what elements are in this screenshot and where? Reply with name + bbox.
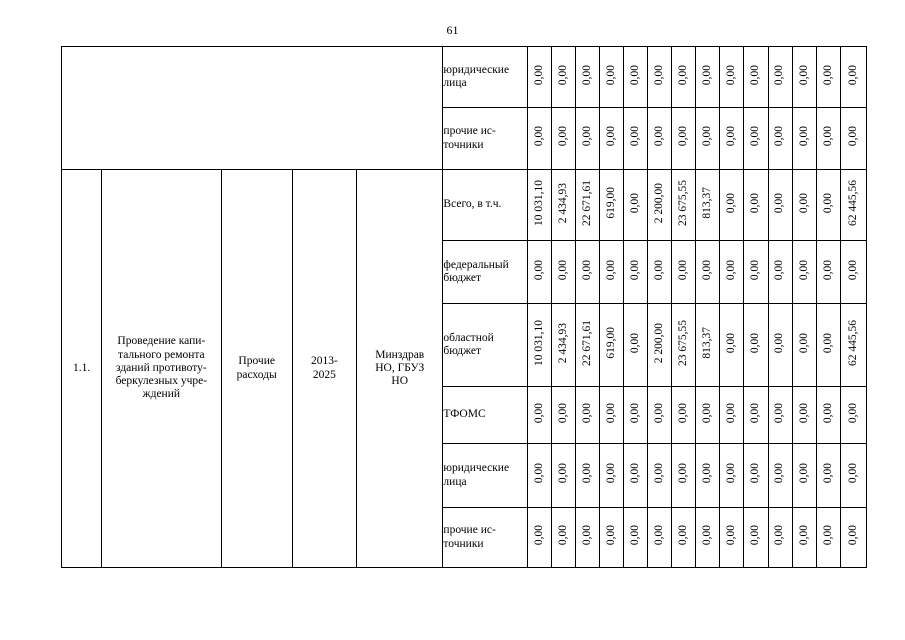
value-text: 0,00 [628,126,641,147]
executor [357,170,443,568]
value-cell [696,508,720,568]
value-cell [840,304,866,387]
funding-source-line: Всего, в т.ч. [443,198,502,211]
value-text: 0,00 [532,64,545,85]
value-text: 0,00 [725,259,738,280]
value-cell [551,47,575,108]
value-cell [648,508,672,568]
value-text: 0,00 [749,259,762,280]
value-text: 0,00 [846,64,859,85]
value-cell [599,47,623,108]
value-text: 0,00 [797,126,810,147]
value-cell [816,241,840,304]
value-text: 0,00 [701,525,714,546]
measure-name-line: беркулезных учре- [115,375,208,388]
value-text: 0,00 [797,463,810,484]
value-text: 0,00 [725,64,738,85]
value-cell [696,170,720,241]
value-cell [768,387,792,444]
funding-source [443,170,527,241]
value-text: 0,00 [556,402,569,423]
carry-over-blank-cell [62,47,443,170]
value-text: 0,00 [653,463,666,484]
value-cell [648,170,672,241]
value-text: 0,00 [821,126,834,147]
value-text: 0,00 [749,332,762,353]
value-cell [527,444,551,508]
value-cell [696,304,720,387]
value-cell [624,304,648,387]
value-text: 23 675,55 [677,319,690,366]
funding-source-line: бюджет [443,272,482,284]
value-text: 0,00 [846,259,859,280]
value-text: 0,00 [773,463,786,484]
value-cell [816,304,840,387]
value-cell [720,304,744,387]
value-cell [744,387,768,444]
value-cell [744,241,768,304]
value-text: 0,00 [604,126,617,147]
value-cell [672,241,696,304]
value-cell [527,508,551,568]
value-text: 0,00 [821,402,834,423]
value-text: 619,00 [604,187,617,219]
value-cell [720,508,744,568]
value-text: 0,00 [628,525,641,546]
value-text: 0,00 [556,463,569,484]
value-cell [816,108,840,170]
funding-source-line: лица [443,77,467,89]
funding-source-line: юридические [443,63,510,76]
value-cell [672,47,696,108]
value-cell [816,387,840,444]
value-text: 0,00 [580,126,593,147]
value-cell [624,170,648,241]
value-cell [744,47,768,108]
value-text: 0,00 [580,259,593,280]
value-cell [840,47,866,108]
value-text: 0,00 [821,259,834,280]
funding-source-line: бюджет [443,345,482,357]
value-cell [792,47,816,108]
value-cell [768,241,792,304]
value-cell [648,304,672,387]
value-cell [792,108,816,170]
value-text: 0,00 [797,64,810,85]
value-text: 0,00 [653,525,666,546]
value-text: 0,00 [797,332,810,353]
value-text: 0,00 [604,64,617,85]
value-cell [816,170,840,241]
value-cell [575,304,599,387]
value-text: 10 031,10 [532,319,545,366]
value-cell [527,47,551,108]
measure-name [102,170,221,568]
value-text: 0,00 [556,126,569,147]
value-cell [624,108,648,170]
value-cell [816,47,840,108]
value-cell [672,108,696,170]
measure-name-line: зданий противоту- [115,361,207,374]
row-number-line: 1.1. [72,361,91,374]
value-text: 22 671,61 [580,179,593,226]
value-cell [768,304,792,387]
funding-source [443,47,527,108]
value-cell [575,170,599,241]
value-cell [551,387,575,444]
value-text: 0,00 [580,64,593,85]
value-text: 0,00 [532,525,545,546]
executor-line: НО [391,375,409,388]
value-cell [575,241,599,304]
value-text: 0,00 [677,402,690,423]
value-cell [720,444,744,508]
value-text: 0,00 [532,402,545,423]
value-cell [551,304,575,387]
value-text: 0,00 [580,525,593,546]
value-cell [551,170,575,241]
value-cell [599,241,623,304]
value-cell [599,170,623,241]
funding-source-line: ТФОМС [443,408,486,421]
value-cell [720,387,744,444]
value-cell [792,304,816,387]
funding-source-line: точники [443,138,484,151]
value-cell [672,387,696,444]
value-cell [792,444,816,508]
value-text: 22 671,61 [580,319,593,366]
implementation-period-line: 2013- [311,355,338,368]
value-text: 0,00 [773,192,786,213]
value-cell [744,444,768,508]
implementation-period [292,170,356,568]
value-text: 0,00 [725,126,738,147]
value-cell [696,108,720,170]
value-cell [768,170,792,241]
value-text: 0,00 [604,463,617,484]
value-cell [720,108,744,170]
value-text: 0,00 [701,64,714,85]
value-text: 0,00 [532,126,545,147]
funding-source [443,387,527,444]
value-cell [696,47,720,108]
value-text: 0,00 [628,259,641,280]
value-text: 0,00 [749,192,762,213]
value-text: 0,00 [701,126,714,147]
value-text: 0,00 [821,64,834,85]
value-cell [527,304,551,387]
value-cell [599,508,623,568]
value-text: 62 445,56 [846,319,859,366]
value-text: 0,00 [797,525,810,546]
funding-source [443,241,527,304]
value-cell [744,108,768,170]
value-cell [551,241,575,304]
expense-type-line: Прочие [238,355,275,368]
value-text: 0,00 [628,463,641,484]
value-text: 0,00 [701,259,714,280]
value-cell [672,508,696,568]
value-cell [648,444,672,508]
value-cell [527,241,551,304]
value-cell [696,444,720,508]
funding-table [61,46,867,568]
value-text: 0,00 [628,192,641,213]
value-cell [744,170,768,241]
value-cell [551,508,575,568]
value-cell [648,47,672,108]
value-cell [768,508,792,568]
value-cell [696,387,720,444]
funding-source [443,444,527,508]
value-text: 0,00 [821,463,834,484]
value-text: 0,00 [846,126,859,147]
value-text: 0,00 [773,402,786,423]
value-text: 0,00 [797,259,810,280]
value-text: 0,00 [604,402,617,423]
value-text: 0,00 [846,463,859,484]
value-cell [720,241,744,304]
value-text: 0,00 [628,64,641,85]
table-row [62,47,867,108]
value-cell [816,444,840,508]
funding-source-line: федеральный [443,258,509,271]
value-text: 0,00 [653,402,666,423]
value-cell [744,508,768,568]
value-text: 0,00 [677,463,690,484]
value-cell [672,444,696,508]
value-text: 0,00 [653,126,666,147]
value-text: 0,00 [580,402,593,423]
value-text: 2 200,00 [653,322,666,364]
funding-source-line: юридические [443,462,510,475]
measure-name-line: Проведение капи- [117,335,206,348]
value-cell [624,508,648,568]
value-text: 0,00 [749,64,762,85]
value-text: 0,00 [749,126,762,147]
funding-source [443,508,527,568]
value-text: 0,00 [725,463,738,484]
value-text: 0,00 [628,332,641,353]
value-text: 0,00 [701,463,714,484]
value-text: 0,00 [677,259,690,280]
value-cell [672,304,696,387]
value-text: 619,00 [604,327,617,359]
value-text: 813,37 [701,187,714,219]
value-cell [599,108,623,170]
value-cell [599,444,623,508]
value-cell [624,387,648,444]
value-cell [527,170,551,241]
value-cell [575,108,599,170]
value-cell [768,47,792,108]
measure-name-line: ждений [142,388,181,401]
value-cell [792,241,816,304]
value-text: 0,00 [797,192,810,213]
value-text: 0,00 [701,402,714,423]
value-text: 0,00 [677,525,690,546]
expense-type [221,170,292,568]
value-cell [672,170,696,241]
value-cell [768,108,792,170]
value-cell [720,170,744,241]
value-cell [744,304,768,387]
value-text: 813,37 [701,327,714,359]
expense-type-line: расходы [236,368,277,381]
value-text: 0,00 [846,402,859,423]
value-cell [648,108,672,170]
value-text: 2 434,93 [556,182,569,224]
value-cell [648,387,672,444]
value-text: 0,00 [604,259,617,280]
value-cell [792,508,816,568]
funding-source-line: точники [443,537,484,550]
funding-source [443,108,527,170]
value-text: 0,00 [532,259,545,280]
value-text: 0,00 [725,525,738,546]
value-cell [792,170,816,241]
value-text: 62 445,56 [846,179,859,226]
value-cell [599,304,623,387]
value-text: 0,00 [821,525,834,546]
value-text: 0,00 [725,332,738,353]
value-text: 0,00 [749,402,762,423]
value-cell [624,444,648,508]
value-text: 0,00 [725,192,738,213]
value-text: 10 031,10 [532,179,545,226]
value-cell [840,170,866,241]
value-cell [840,241,866,304]
value-cell [575,444,599,508]
value-text: 0,00 [821,192,834,213]
value-text: 0,00 [797,402,810,423]
value-text: 0,00 [677,64,690,85]
funding-source-line: прочие ис- [443,125,496,138]
implementation-period-line: 2025 [312,368,336,381]
value-cell [527,387,551,444]
value-text: 0,00 [821,332,834,353]
value-cell [551,444,575,508]
table-row [62,170,867,241]
value-text: 0,00 [532,463,545,484]
executor-line: Минздрав [375,348,425,361]
value-text: 0,00 [773,332,786,353]
value-cell [696,241,720,304]
value-cell [768,444,792,508]
value-cell [816,508,840,568]
value-cell [648,241,672,304]
value-text: 0,00 [653,64,666,85]
value-text: 0,00 [725,402,738,423]
value-cell [575,508,599,568]
value-cell [624,241,648,304]
page-number: 61 [446,23,459,37]
value-text: 0,00 [773,64,786,85]
value-text: 0,00 [556,259,569,280]
value-cell [840,508,866,568]
value-text: 0,00 [749,525,762,546]
value-cell [575,387,599,444]
value-text: 0,00 [749,463,762,484]
value-text: 2 200,00 [653,182,666,224]
funding-source-line: областной [443,331,494,344]
funding-source [443,304,527,387]
value-text: 0,00 [580,463,593,484]
value-cell [624,47,648,108]
value-cell [599,387,623,444]
funding-source-line: лица [443,475,467,488]
value-text: 0,00 [773,126,786,147]
value-text: 0,00 [846,525,859,546]
value-text: 0,00 [628,402,641,423]
executor-line: НО, ГБУЗ [375,361,425,374]
measure-name-line: тального ремонта [118,348,205,361]
value-text: 0,00 [556,525,569,546]
value-cell [840,108,866,170]
value-cell [527,108,551,170]
value-cell [792,387,816,444]
value-cell [575,47,599,108]
value-text: 2 434,93 [556,322,569,364]
funding-source-line: прочие ис- [443,524,496,537]
value-cell [720,47,744,108]
value-text: 23 675,55 [677,179,690,226]
row-number [62,170,102,568]
value-text: 0,00 [604,525,617,546]
value-text: 0,00 [556,64,569,85]
value-text: 0,00 [773,525,786,546]
value-text: 0,00 [773,259,786,280]
value-text: 0,00 [653,259,666,280]
value-cell [840,387,866,444]
value-cell [840,444,866,508]
value-text: 0,00 [677,126,690,147]
value-cell [551,108,575,170]
